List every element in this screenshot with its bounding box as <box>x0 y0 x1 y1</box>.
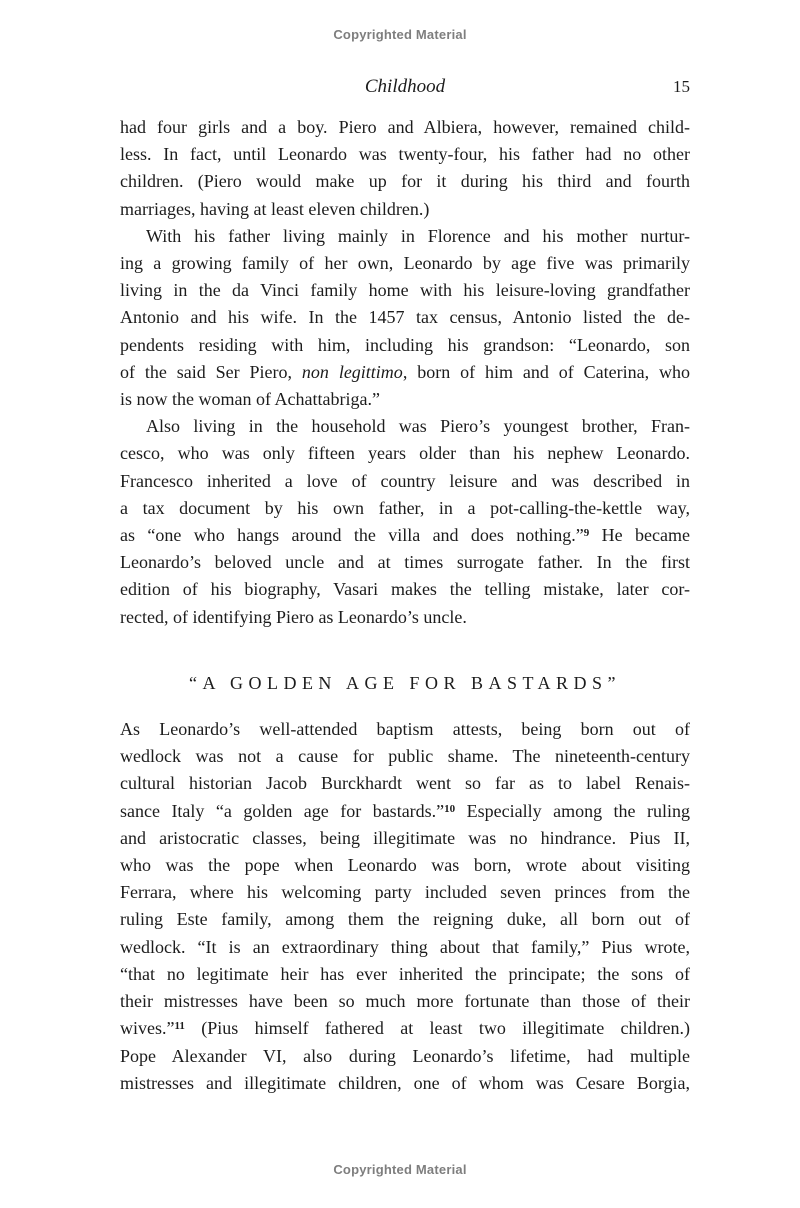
text-line: cultural historian Jacob Burckhardt went so far as to label Renais- <box>120 773 690 794</box>
text-line: cesco, who was only fifteen years older than his nephew Leonardo. <box>120 443 690 464</box>
text-line: ing a growing family of her own, Leonardo by age five was primarily <box>120 253 690 274</box>
text-line: living in the da Vinci family home with his leisure-loving grandfather <box>120 280 690 301</box>
text-line: wedlock was not a cause for public shame. The nineteenth-century <box>120 746 690 767</box>
text-line: “that no legitimate heir has ever inherited the principate; the sons of <box>120 963 690 984</box>
copyright-notice-bottom: Copyrighted Material <box>333 1162 467 1177</box>
text-line: and aristocratic classes, being illegitimate was no hindrance. Pius II, <box>120 827 690 848</box>
text-line: ruling Este family, among them the reigning duke, all born out of <box>120 909 690 930</box>
text-line: less. In fact, until Leonardo was twenty-four, his father had no other <box>120 144 690 165</box>
running-header <box>120 76 690 102</box>
text-line: of the said Ser Piero, non legittimo, born of him and of Caterina, who <box>120 361 690 382</box>
text-line: wedlock. “It is an extraordinary thing about that family,” Pius wrote, <box>120 936 690 957</box>
text-line: Leonardo’s beloved uncle and at times surrogate father. In the first <box>120 552 690 573</box>
text-line: pendents residing with him, including his grandson: “Leonardo, son <box>120 334 690 355</box>
paragraph <box>120 114 690 223</box>
paragraph <box>120 413 690 631</box>
text-line: rected, of identifying Piero as Leonardo’s uncle. <box>120 606 467 627</box>
body-text <box>120 114 690 1097</box>
text-line: sance Italy “a golden age for bastards.”$^{10}$ Especially among the ruling <box>120 800 690 821</box>
text-line: a tax document by his own father, in a pot-calling-the-kettle way, <box>120 497 690 518</box>
text-line: mistresses and illegitimate children, one of whom was Cesare Borgia, <box>120 1072 690 1093</box>
text-line: as “one who hangs around the villa and does nothing.”$^9$ He became <box>120 525 690 546</box>
text-line: marriages, having at least eleven children.) <box>120 198 430 219</box>
text-line: who was the pope when Leonardo was born, wrote about visiting <box>120 855 690 876</box>
text-line: With his father living mainly in Florence and his mother nurtur- <box>146 225 690 246</box>
text-line: Also living in the household was Piero’s youngest brother, Fran- <box>146 416 690 437</box>
section-heading: “A GOLDEN AGE FOR BASTARDS” <box>188 672 622 693</box>
text-line: children. (Piero would make up for it during his third and fourth <box>120 171 690 192</box>
text-line: Francesco inherited a love of country leisure and was described in <box>120 470 690 491</box>
text-line: had four girls and a boy. Piero and Albiera, however, remained child- <box>120 117 690 137</box>
paragraph <box>120 716 690 1097</box>
copyright-notice-top: Copyrighted Material <box>333 27 467 42</box>
text-line: edition of his biography, Vasari makes the telling mistake, later cor- <box>120 579 690 600</box>
text-line: is now the woman of Achattabriga.” <box>120 389 380 410</box>
text-line: Pope Alexander VI, also during Leonardo’s lifetime, had multiple <box>120 1045 690 1066</box>
text-line: Ferrara, where his welcoming party included seven princes from the <box>120 882 690 903</box>
text-line: Antonio and his wife. In the 1457 tax census, Antonio listed the de- <box>120 307 690 328</box>
text-line: wives.”$^{11}$ (Pius himself fathered at least two illegitimate children.) <box>120 1018 690 1039</box>
text-line: As Leonardo’s well-attended baptism attests, being born out of <box>120 719 690 740</box>
paragraph <box>120 223 690 413</box>
page-number: 15 <box>673 77 690 96</box>
chapter-title: Childhood <box>364 76 446 97</box>
text-line: their mistresses have been so much more fortunate than those of their <box>120 991 690 1012</box>
